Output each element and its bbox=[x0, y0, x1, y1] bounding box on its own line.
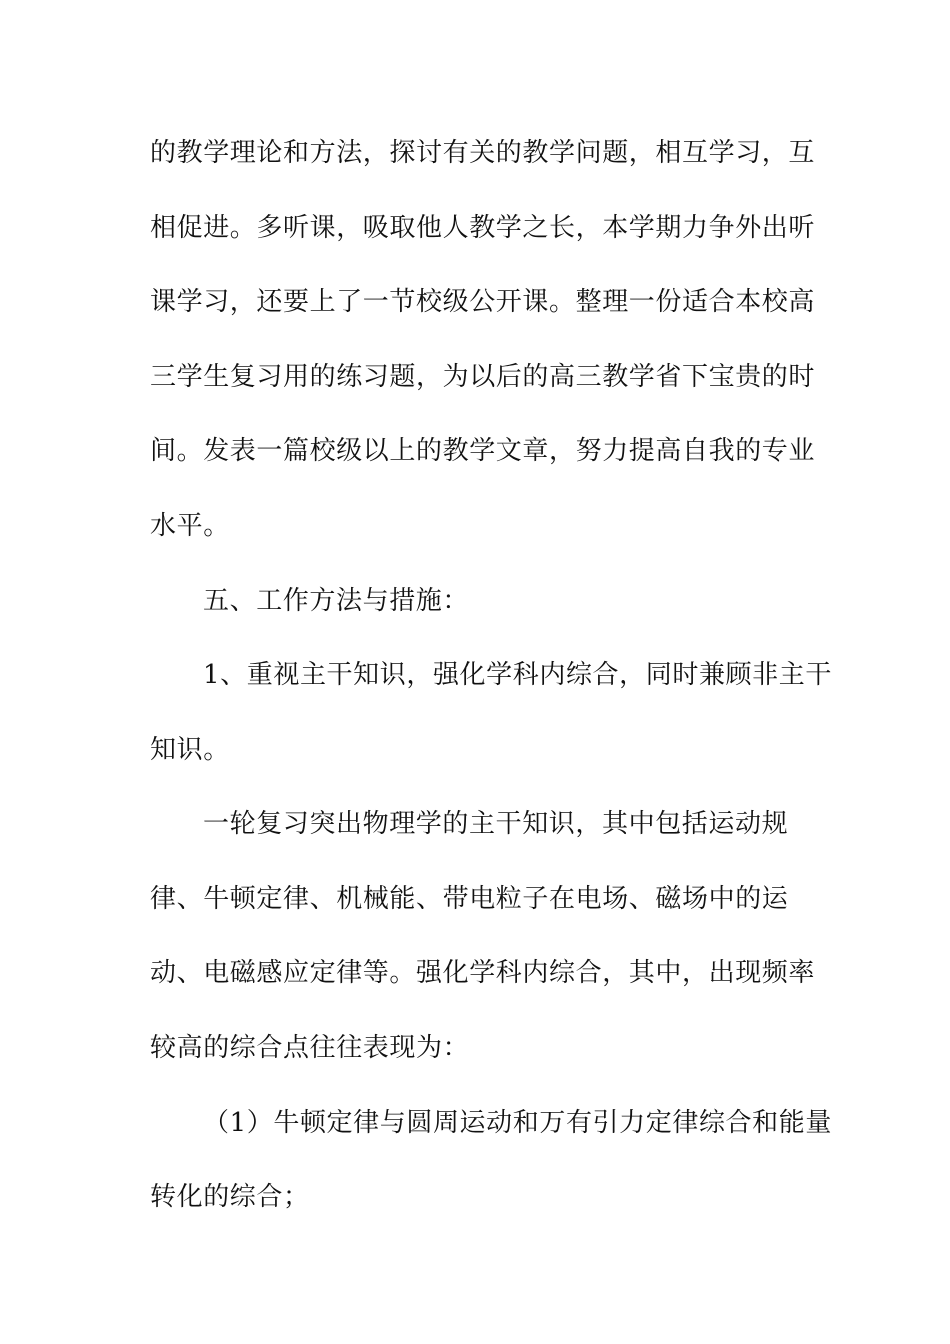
list-item-heading: （1）牛顿定律与圆周运动和万有引力定律综合和能量 bbox=[203, 1108, 832, 1138]
paragraph-line: 知识。 bbox=[150, 735, 230, 765]
paragraph-line: 水平。 bbox=[150, 511, 230, 541]
paragraph-line: 动、电磁感应定律等。强化学科内综合，其中，出现频率 bbox=[150, 958, 816, 988]
paragraph-line: 转化的综合； bbox=[150, 1182, 310, 1212]
paragraph-line: 较高的综合点往往表现为： bbox=[150, 1033, 470, 1063]
paragraph-line: 相促进。多听课，吸取他人教学之长，本学期力争外出听 bbox=[150, 213, 816, 243]
section-heading: 五、工作方法与措施： bbox=[203, 586, 470, 616]
paragraph-line: 间。发表一篇校级以上的教学文章，努力提高自我的专业 bbox=[150, 436, 816, 466]
paragraph-line: 课学习，还要上了一节校级公开课。整理一份适合本校高 bbox=[150, 287, 816, 317]
list-item-heading: 1、重视主干知识，强化学科内综合，同时兼顾非主干 bbox=[203, 660, 832, 690]
paragraph-line: 律、牛顿定律、机械能、带电粒子在电场、磁场中的运 bbox=[150, 884, 789, 914]
paragraph-line: 的教学理论和方法，探讨有关的教学问题，相互学习，互 bbox=[150, 138, 816, 168]
paragraph-line: 三学生复习用的练习题，为以后的高三教学省下宝贵的时 bbox=[150, 362, 816, 392]
paragraph-line: 一轮复习突出物理学的主干知识，其中包括运动规 bbox=[203, 809, 789, 839]
